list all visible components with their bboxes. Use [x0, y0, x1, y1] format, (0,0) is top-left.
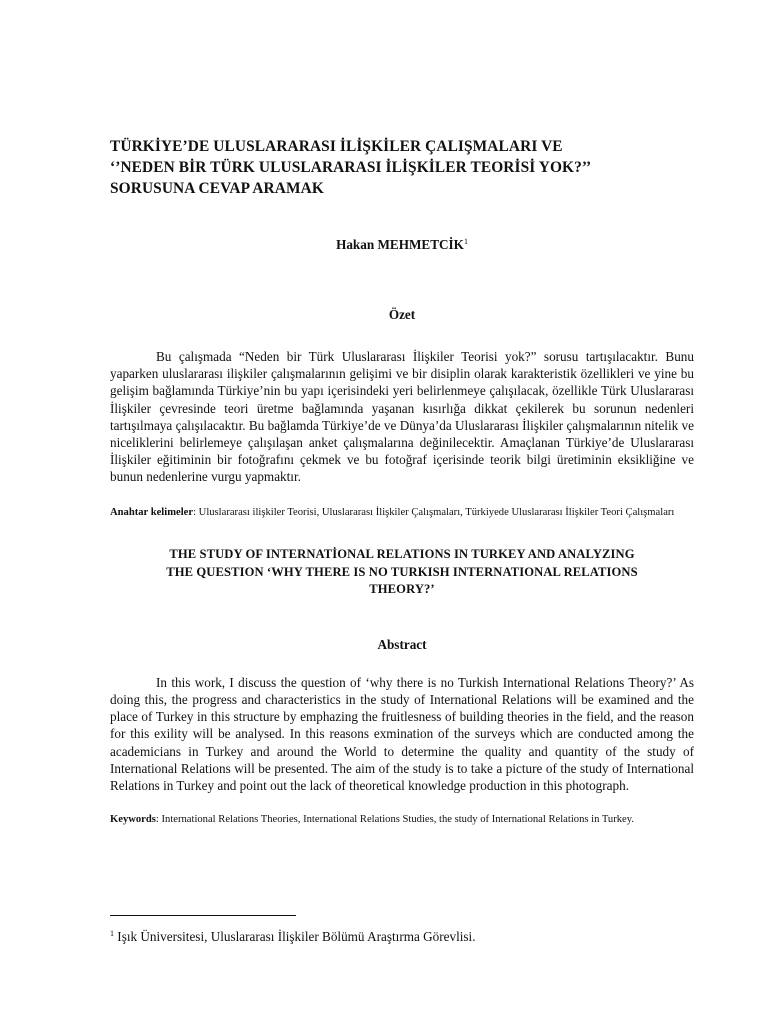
english-keywords	[110, 813, 694, 827]
footnote-mark: 1	[110, 929, 114, 938]
abstract-heading: Abstract	[377, 636, 427, 652]
turkish-title-line: TÜRKİYE’DE ULUSLARARASI İLİŞKİLER ÇALIŞMALARI VE	[110, 138, 563, 155]
paper-body	[110, 136, 694, 827]
english-title-line: THE STUDY OF INTERNATİONAL RELATIONS IN TURKEY AND ANALYZING	[169, 547, 635, 562]
author-line	[110, 237, 694, 253]
footnote	[110, 925, 694, 945]
turkish-keywords-label: Anahtar kelimeler	[110, 506, 194, 518]
author-footnote-mark: 1	[463, 237, 468, 246]
ozet-paragraph: Bu çalışmada “Neden bir Türk Uluslararası İlişkiler Teorisi yok?” sorusu tartışılacaktır. Bunu yaparken uluslararası ilişkiler çalışmalarının gelişimi ve bir disiplin olarak karakteristik özellikleri ve yine bu gelişim bağlamında Türkiye’nin bu yapı içerisindeki yeri belirlenmeye çalışılacak, özellikle Türk Uluslararası İlişkiler çevresinde teori üretme bağlamında yaşanan kısırlığa dikkat çekilerek bu sorunun nedenleri tartışılmaya çalışılacaktır. Bu bağlamda Türkiye’de ve Dünya’da Uluslararası İlişkiler çalışmalarının nitelik ve niceliklerini belirlemeye çalışılaşan anket çalışmalarına değinilecektir. Amaçlanan Türkiye’de Uluslararası İlişkiler eğitiminin bir fotoğrafını çekmek ve bu fotoğraf içerisinde teorik bilgi üretiminin eksikliğine ve bunun nedenlerine vurgu yapmaktır.	[110, 349, 694, 485]
english-title-line: THE QUESTION ‘WHY THERE IS NO TURKISH INTERNATIONAL RELATIONS	[166, 564, 638, 579]
turkish-title-line: ‘’NEDEN BİR TÜRK ULUSLARARASI İLİŞKİLER TEORİSİ YOK?’’	[110, 159, 592, 176]
footnote-text: Işık Üniversitesi, Uluslararası İlişkiler Bölümü Araştırma Görevlisi.	[114, 929, 476, 944]
ozet-heading: Özet	[388, 307, 416, 322]
english-title-line: THEORY?’	[369, 582, 435, 597]
english-keywords-text: : International Relations Theories, International Relations Studies, the study of International Relations in Turkey.	[155, 814, 635, 826]
abstract-paragraph: In this work, I discuss the question of ‘why there is no Turkish International Relations Theory?’ As doing this, the progress and characteristics in the study of International Relations will be examined and the place of Turkey in this structure by emphazing the fruitlesness of building theories in the field, and the reason for this exility will be analysed. In this reasons exmination of the surveys which are conducted among the academicians in Turkey and around the World to determine the quality and quantity of the study of International Relations will be presented. The aim of the study is to take a picture of the study of International Relations in Turkey and point out the lack of theoretical knowledge production in this photograph.	[110, 674, 694, 793]
author-name: Hakan MEHMETCİK	[336, 237, 464, 252]
turkish-keywords	[110, 506, 694, 520]
turkish-title	[110, 136, 694, 199]
turkish-title-line: SORUSUNA CEVAP ARAMAK	[110, 180, 324, 197]
english-keywords-label: Keywords	[110, 814, 156, 826]
footnote-divider	[110, 915, 296, 916]
turkish-keywords-text: : Uluslararası ilişkiler Teorisi, Uluslararası İlişkiler Çalışmaları, Türkiyede Uluslararası İlişkiler Teori Çalışmaları	[193, 506, 675, 518]
english-title	[110, 546, 694, 599]
